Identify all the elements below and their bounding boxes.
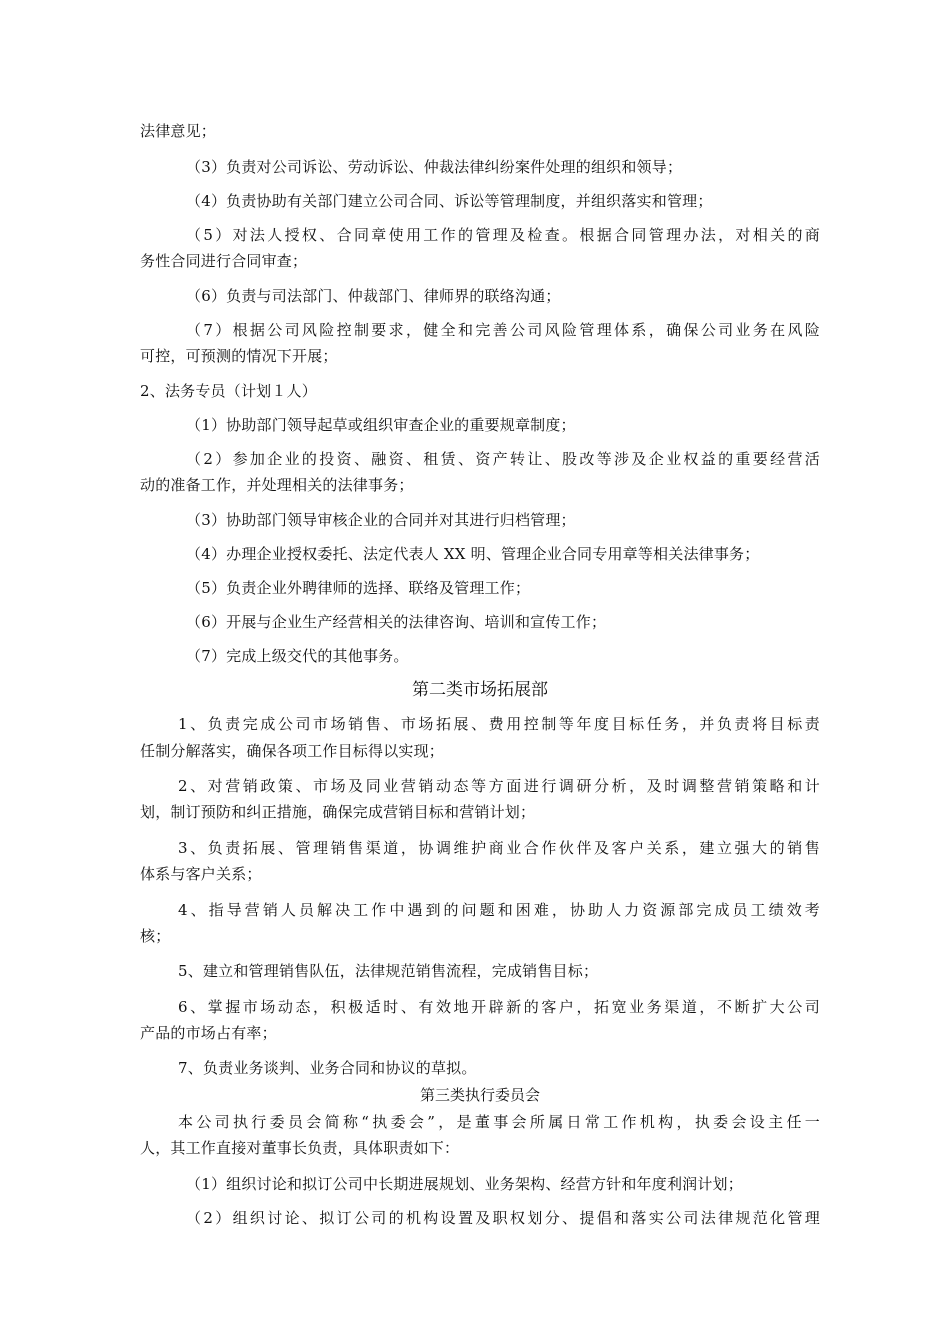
- market-item-1-line-1: 1、负责完成公司市场销售、市场拓展、费用控制等年度目标任务，并负责将目标责: [178, 715, 820, 733]
- market-item-3-line-2: 体系与客户关系；: [140, 865, 262, 883]
- specialist-item-6: （6）开展与企业生产经营相关的法律咨询、培训和宣传工作；: [186, 613, 607, 631]
- market-item-2-line-2: 划，制订预防和纠正措施，确保完成营销目标和营销计划；: [140, 803, 536, 821]
- specialist-item-2-line-1: （2）参加企业的投资、融资、租赁、资产转让、股改等涉及企业权益的重要经营活: [186, 450, 820, 468]
- market-item-7: 7、负责业务谈判、业务合同和协议的草拟。: [178, 1059, 477, 1077]
- committee-item-1: （1）组织讨论和拟订公司中长期进展规划、业务架构、经营方针和年度利润计划；: [186, 1175, 743, 1193]
- legal-item-5-line-1: （5）对法人授权、合同章使用工作的管理及检查。根据合同管理办法，对相关的商: [186, 226, 820, 244]
- specialist-item-2-line-2: 动的准备工作，并处理相关的法律事务；: [140, 476, 414, 494]
- specialist-item-3: （3）协助部门领导审核企业的合同并对其进行归档管理；: [186, 511, 576, 529]
- committee-intro-line-2: 人，其工作直接对董事长负责，具体职责如下：: [140, 1139, 460, 1157]
- committee-item-2-line-1: （2）组织讨论、拟订公司的机构设置及职权划分、提倡和落实公司法律规范化管理: [186, 1209, 820, 1227]
- market-item-1-line-2: 任制分解落实，确保各项工作目标得以实现；: [140, 742, 445, 760]
- section-heading-market-expansion: 第二类市场拓展部: [412, 680, 548, 700]
- paragraph-continuation: 法律意见；: [140, 122, 217, 140]
- specialist-item-5: （5）负责企业外聘律师的选择、联络及管理工作；: [186, 579, 531, 597]
- role-heading-legal-specialist: 2、法务专员（计划１人）: [140, 382, 317, 400]
- market-item-3-line-1: 3、负责拓展、管理销售渠道，协调维护商业合作伙伴及客户关系，建立强大的销售: [178, 839, 820, 857]
- market-item-6-line-2: 产品的市场占有率；: [140, 1024, 277, 1042]
- section-heading-executive-committee: 第三类执行委员会: [419, 1086, 540, 1104]
- market-item-4-line-1: 4、指导营销人员解决工作中遇到的问题和困难，协助人力资源部完成员工绩效考: [178, 901, 820, 919]
- legal-item-4: （4）负责协助有关部门建立公司合同、诉讼等管理制度，并组织落实和管理；: [186, 192, 713, 210]
- market-item-5: 5、建立和管理销售队伍，法律规范销售流程，完成销售目标；: [178, 962, 599, 980]
- market-item-2-line-1: 2、对营销政策、市场及同业营销动态等方面进行调研分析，及时调整营销策略和计: [178, 777, 820, 795]
- specialist-item-1: （1）协助部门领导起草或组织审查企业的重要规章制度；: [186, 416, 576, 434]
- legal-item-7-line-1: （7）根据公司风险控制要求，健全和完善公司风险管理体系，确保公司业务在风险: [186, 321, 820, 339]
- committee-intro-line-1: 本公司执行委员会简称“执委会”，是董事会所属日常工作机构，执委会设主任一: [178, 1113, 820, 1131]
- legal-item-3: （3）负责对公司诉讼、劳动诉讼、仲裁法律纠纷案件处理的组织和领导；: [186, 158, 683, 176]
- market-item-4-line-2: 核；: [140, 927, 171, 945]
- legal-item-7-line-2: 可控，可预测的情况下开展；: [140, 347, 338, 365]
- specialist-item-4: （4）办理企业授权委托、法定代表人 XX 明、管理企业合同专用章等相关法律事务；: [186, 545, 760, 563]
- legal-item-5-line-2: 务性合同进行合同审查；: [140, 252, 308, 270]
- specialist-item-7: （7）完成上级交代的其他事务。: [186, 647, 409, 665]
- market-item-6-line-1: 6、掌握市场动态，积极适时、有效地开辟新的客户，拓宽业务渠道，不断扩大公司: [178, 998, 820, 1016]
- legal-item-6: （6）负责与司法部门、仲裁部门、律师界的联络沟通；: [186, 287, 561, 305]
